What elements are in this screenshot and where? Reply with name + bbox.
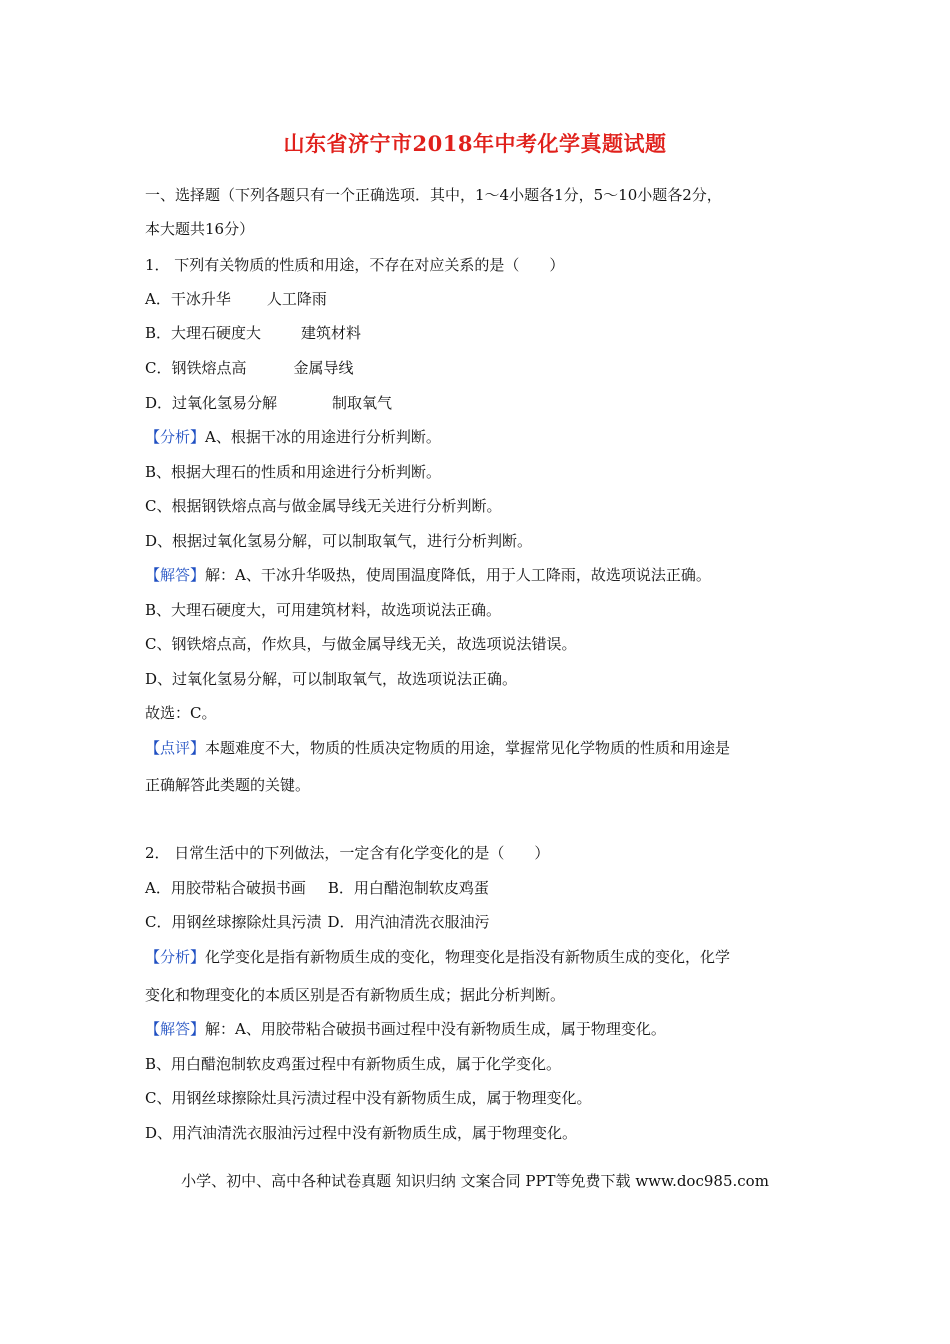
- q1-analysis-line-1: A、根据干冰的用途进行分析判断。: [205, 428, 441, 446]
- q1-analysis-line-3: C、根据钢铁熔点高与做金属导线无关进行分析判断。: [145, 497, 502, 515]
- question-1-stem: 1． 下列有关物质的性质和用途，不存在对应关系的是（ ）: [145, 256, 565, 274]
- q1-answer-line-3: C、钢铁熔点高，作炊具，与做金属导线无关，故选项说法错误。: [145, 635, 577, 653]
- q2-answer-tag: 【解答】: [145, 1020, 206, 1038]
- q2-option-a: A．用胶带粘合破损书画: [145, 879, 306, 897]
- q1-comment-tag: 【点评】: [145, 739, 206, 757]
- q2-answer-line-4: D、用汽油清洗衣服油污过程中没有新物质生成，属于物理变化。: [145, 1124, 578, 1142]
- q2-option-c: C．用钢丝球擦除灶具污渍: [145, 913, 322, 931]
- q2-option-b: B．用白醋泡制软皮鸡蛋: [327, 879, 489, 897]
- q1-option-d: [145, 393, 392, 413]
- q1-comment-line-2: 正确解答此类题的关键。: [145, 776, 311, 794]
- q1-option-c-use: 金属导线: [293, 359, 354, 377]
- q1-option-d-label: D．过氧化氢易分解: [145, 394, 278, 412]
- q2-options-row-1: [145, 878, 489, 898]
- q1-option-a-use: 人工降雨: [266, 290, 327, 308]
- question-2-stem: 2． 日常生活中的下列做法，一定含有化学变化的是（ ）: [145, 844, 550, 862]
- q2-analysis-tag: 【分析】: [145, 948, 206, 966]
- q1-comment-line-1: 本题难度不大，物质的性质决定物质的用途，掌握常见化学物质的性质和用途是: [205, 739, 731, 757]
- q1-answer-line-4: D、过氧化氢易分解，可以制取氧气，故选项说法正确。: [145, 670, 518, 688]
- section-heading-cont: 本大题共16分）: [145, 220, 255, 238]
- q1-analysis-tag: 【分析】: [145, 428, 206, 446]
- q1-answer-line-2: B、大理石硬度大，可用建筑材料，故选项说法正确。: [145, 601, 502, 619]
- q2-answer-line-1: 解：A、用胶带粘合破损书画过程中没有新物质生成，属于物理变化。: [205, 1020, 666, 1038]
- q1-option-c-label: C．钢铁熔点高: [145, 359, 247, 377]
- q2-answer-line-2: B、用白醋泡制软皮鸡蛋过程中有新物质生成，属于化学变化。: [145, 1055, 562, 1073]
- q1-option-b-use: 建筑材料: [301, 324, 362, 342]
- document-title: 山东省济宁市2018年中考化学真题试题: [283, 131, 667, 156]
- q2-option-d: D．用汽油清洗衣服油污: [327, 913, 490, 931]
- q1-option-a-label: A．干冰升华: [145, 290, 231, 308]
- q2-options-row-2: [145, 912, 490, 932]
- q2-answer: [145, 1019, 666, 1039]
- q1-comment: [145, 738, 730, 758]
- q1-analysis-line-2: B、根据大理石的性质和用途进行分析判断。: [145, 463, 442, 481]
- section-heading: 一、选择题（下列各题只有一个正确选项．其中，1～4小题各1分，5～10小题各2分，: [145, 186, 722, 204]
- q1-option-c: [145, 358, 354, 378]
- q1-answer: [145, 565, 711, 585]
- q1-analysis-line-4: D、根据过氧化氢易分解，可以制取氧气，进行分析判断。: [145, 532, 533, 550]
- q1-option-b: [145, 323, 361, 343]
- page-footer: 小学、初中、高中各种试卷真题 知识归纳 文案合同 PPT等免费下载 www.doc985.com: [181, 1172, 769, 1190]
- q1-analysis: [145, 427, 441, 447]
- q2-analysis-line-2: 变化和物理变化的本质区别是否有新物质生成；据此分析判断。: [145, 986, 566, 1004]
- q2-analysis-line-1: 化学变化是指有新物质生成的变化，物理变化是指没有新物质生成的变化，化学: [205, 948, 731, 966]
- q1-option-d-use: 制取氧气: [332, 394, 393, 412]
- q1-answer-line-1: 解：A、干冰升华吸热，使周围温度降低，用于人工降雨，故选项说法正确。: [205, 566, 711, 584]
- q2-analysis: [145, 947, 730, 967]
- q1-answer-tag: 【解答】: [145, 566, 206, 584]
- q1-option-b-label: B．大理石硬度大: [145, 324, 262, 342]
- q2-answer-line-3: C、用钢丝球擦除灶具污渍过程中没有新物质生成，属于物理变化。: [145, 1089, 592, 1107]
- q1-answer-line-5: 故选：C。: [145, 704, 217, 722]
- q1-option-a: [145, 289, 327, 309]
